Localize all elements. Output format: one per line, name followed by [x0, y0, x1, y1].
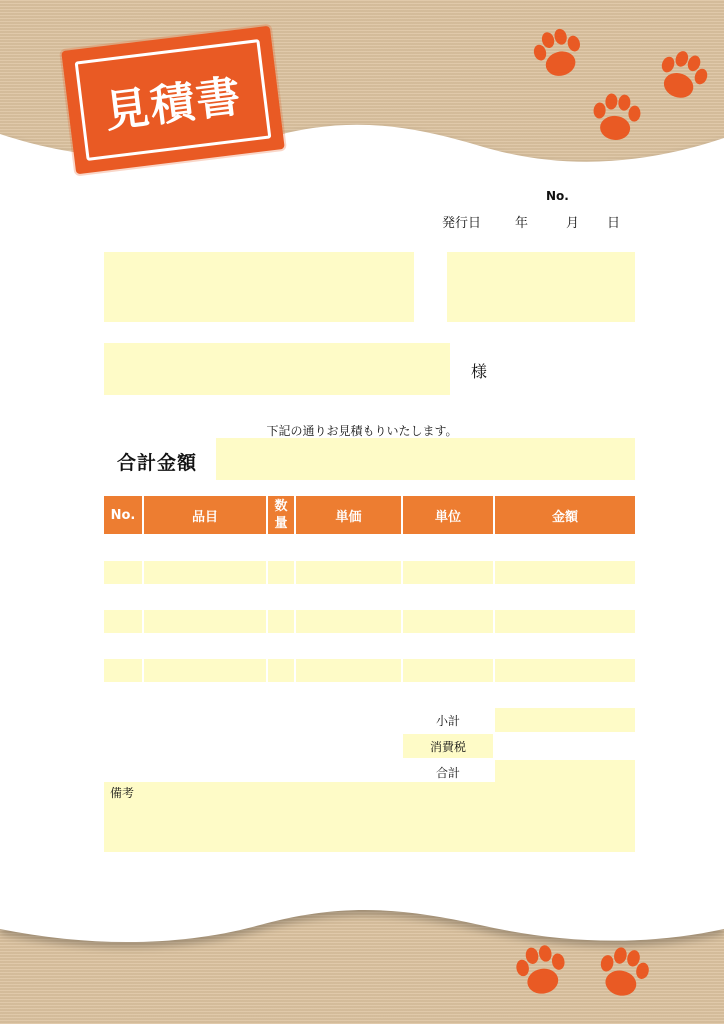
total-row-field[interactable]: [495, 760, 635, 784]
paw-print-icon: [510, 940, 572, 1002]
table-cell-amount[interactable]: [495, 561, 635, 585]
table-cell-item[interactable]: [144, 610, 266, 634]
table-cell-unit[interactable]: [403, 659, 493, 683]
table-cell-no[interactable]: [104, 536, 142, 560]
col-header-qty-bottom: 量: [274, 516, 288, 531]
paw-print-icon: [586, 88, 646, 148]
table-cell-unit-price[interactable]: [296, 634, 401, 658]
col-header-unit: 単位: [403, 496, 493, 534]
table-cell-qty[interactable]: [268, 634, 294, 658]
year-label: 年: [515, 216, 529, 231]
table-cell-amount[interactable]: [495, 536, 635, 560]
table-cell-item[interactable]: [144, 561, 266, 585]
table-cell-unit-price[interactable]: [296, 585, 401, 609]
table-cell-qty[interactable]: [268, 585, 294, 609]
table-cell-amount[interactable]: [495, 610, 635, 634]
day-label: 日: [607, 216, 621, 231]
recipient-name-field[interactable]: [104, 343, 450, 395]
honorific-sama: 様: [471, 362, 488, 381]
table-cell-no[interactable]: [104, 634, 142, 658]
table-cell-unit-price[interactable]: [296, 659, 401, 683]
table-cell-qty[interactable]: [268, 659, 294, 683]
col-header-qty-top: 数: [274, 499, 288, 514]
table-cell-qty[interactable]: [268, 536, 294, 560]
tax-label: 消費税: [429, 739, 466, 754]
table-cell-amount[interactable]: [495, 585, 635, 609]
subtotal-label: 小計: [435, 713, 460, 728]
intro-text: 下記の通りお見積もりいたします。: [266, 424, 458, 438]
total-amount-label: 合計金額: [117, 452, 198, 474]
month-label: 月: [566, 216, 580, 231]
table-cell-unit-price[interactable]: [296, 561, 401, 585]
table-cell-unit-price[interactable]: [296, 536, 401, 560]
table-cell-item[interactable]: [144, 634, 266, 658]
col-header-no: No.: [104, 496, 142, 534]
table-cell-amount[interactable]: [495, 634, 635, 658]
issue-date-label: 発行日: [442, 216, 482, 231]
table-cell-unit[interactable]: [403, 585, 493, 609]
table-cell-unit-price[interactable]: [296, 610, 401, 634]
table-cell-unit[interactable]: [403, 610, 493, 634]
paw-print-icon: [528, 24, 588, 84]
table-cell-item[interactable]: [144, 536, 266, 560]
notes-label: 備考: [110, 786, 135, 800]
issuer-info-field[interactable]: [447, 252, 635, 322]
table-cell-no[interactable]: [104, 659, 142, 683]
col-header-item: 品目: [144, 496, 266, 534]
paw-print-icon: [592, 942, 654, 1004]
table-cell-no[interactable]: [104, 561, 142, 585]
table-cell-no[interactable]: [104, 610, 142, 634]
notes-field[interactable]: [104, 782, 635, 852]
table-cell-qty[interactable]: [268, 610, 294, 634]
col-header-qty: [268, 496, 294, 534]
table-cell-unit[interactable]: [403, 634, 493, 658]
table-cell-qty[interactable]: [268, 561, 294, 585]
col-header-unit-price: 単価: [296, 496, 401, 534]
table-cell-no[interactable]: [104, 585, 142, 609]
table-cell-item[interactable]: [144, 659, 266, 683]
table-cell-unit[interactable]: [403, 561, 493, 585]
total-row-label: 合計: [435, 765, 460, 780]
total-amount-field[interactable]: [216, 438, 635, 480]
stamp-frame: [75, 39, 272, 161]
table-cell-amount[interactable]: [495, 659, 635, 683]
recipient-address-field[interactable]: [104, 252, 414, 322]
estimate-number-label: No.: [546, 189, 569, 203]
subtotal-field[interactable]: [495, 708, 635, 732]
paw-print-icon: [652, 46, 712, 106]
col-header-amount: 金額: [495, 496, 635, 534]
table-cell-unit[interactable]: [403, 536, 493, 560]
document-title: 見積書: [101, 70, 246, 139]
title-stamp: [61, 26, 285, 175]
table-cell-item[interactable]: [144, 585, 266, 609]
